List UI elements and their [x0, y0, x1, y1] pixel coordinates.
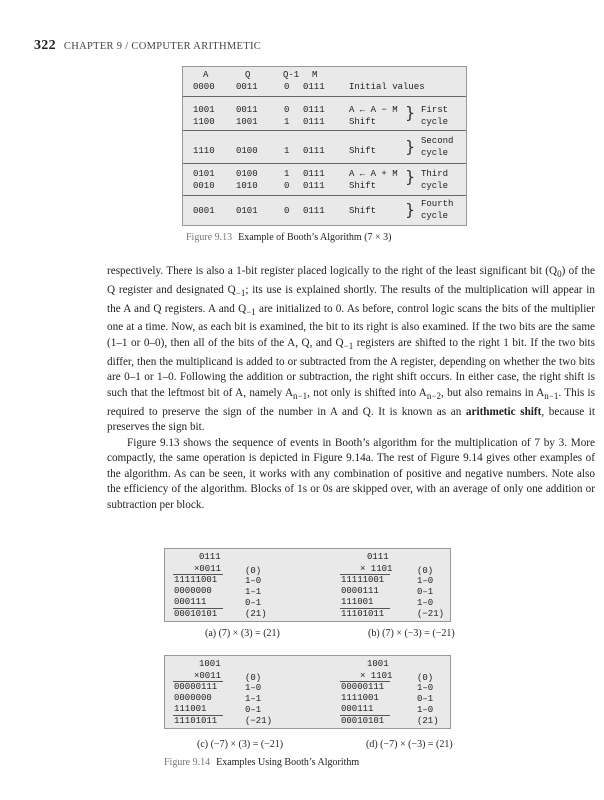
cell: 0001: [193, 206, 215, 216]
cell: Shift: [349, 181, 377, 191]
note: 0–1: [417, 694, 434, 704]
line: 111001: [341, 597, 374, 607]
cell: 1: [284, 117, 290, 127]
note: (0): [245, 566, 262, 576]
line: 00000111: [174, 682, 218, 692]
cell: 1001: [193, 105, 215, 115]
brace-icon: }: [405, 200, 416, 219]
line: 0000111: [341, 586, 379, 596]
brace-icon: }: [405, 103, 416, 122]
line: 1001: [199, 659, 221, 669]
figure-label: Figure 9.13: [186, 232, 233, 243]
col-q-1-header: Q-1: [283, 70, 300, 80]
figure-9-14-caption: [164, 757, 359, 768]
cell: 0010: [193, 181, 215, 191]
panel-c-caption: (c) (−7) × (3) = (−21): [197, 739, 284, 750]
line: 0111: [199, 552, 221, 562]
note: (21): [245, 609, 267, 619]
line: 11101011: [174, 716, 218, 726]
line: 11111001: [341, 575, 385, 585]
panel-a-caption: (a) (7) × (3) = (21): [205, 628, 280, 639]
cell: 0111: [303, 117, 325, 127]
figure-label: Figure 9.14: [164, 757, 211, 768]
cell: 0: [284, 181, 290, 191]
cell: 1: [284, 146, 290, 156]
cell: A ← A + M: [349, 169, 398, 179]
note: 1–0: [417, 576, 434, 586]
note: (0): [417, 673, 434, 683]
line: 0000000: [174, 693, 212, 703]
note: 1–1: [245, 694, 262, 704]
cycle-label: Fourth: [421, 199, 454, 209]
paragraph: respectively. There is also a 1-bit register placed logically to the right of the least significant bit $(Q_0)$ of the Q register and designated $Q_{-1}$; its use is explained shortly. The results of the multiplication will appear in the A and Q registers. A and $Q_{-1}$ are initialized to 0. As before, control logic scans the bits of the multiplier one at a time. Now, as each bit is examined, the bit to its right is also examined. If the two bits are the same (1–1 or 0–0), then all of the bits of the A, Q, and $Q_{-1}$ registers are shifted to the right 1 bit. If the two bits differ, then the multiplicand is added to or subtracted from the A register, depending on whether the two bits are 0–1 or 1–0. Following the addition or subtraction, the right shift occurs. In either case, the right shift is such that the leftmost bit of A, namely $A_{n-1}$, not only is shifted into $A_{n-2}$, but also remains in $A_{n-1}$. This is required to preserve the sign of the number in A and Q. It is known as an arithmetic shift, because it preserves the sign bit.: [107, 265, 596, 434]
cell: 1001: [236, 117, 258, 127]
cell: 0101: [236, 206, 258, 216]
cell: Initial values: [349, 82, 425, 92]
col-a-header: A: [203, 70, 209, 80]
line: 0111: [367, 552, 389, 562]
cell: 0111: [303, 169, 325, 179]
cell: 1010: [236, 181, 258, 191]
panel-d-caption: (d) (−7) × (−3) = (21): [366, 739, 453, 750]
note: (−21): [417, 609, 445, 619]
line: 1001: [367, 659, 389, 669]
cell: Shift: [349, 146, 377, 156]
cell: 1: [284, 169, 290, 179]
cell: 0: [284, 105, 290, 115]
note: (0): [245, 673, 262, 683]
note: 1–0: [245, 683, 262, 693]
line: 00000111: [341, 682, 385, 692]
line: 0000000: [174, 586, 212, 596]
cycle-label: Third: [421, 169, 449, 179]
line: 00010101: [341, 716, 385, 726]
cycle-label: Second: [421, 136, 454, 146]
cycle-label: cycle: [421, 181, 449, 191]
note: 0–1: [245, 598, 262, 608]
note: (21): [417, 716, 439, 726]
cell: 0011: [236, 82, 258, 92]
cycle-label: cycle: [421, 117, 449, 127]
figure-caption-text: Examples Using Booth’s Algorithm: [216, 757, 360, 768]
cycle-label: cycle: [421, 211, 449, 221]
line: 1111001: [341, 693, 379, 703]
cycle-label: cycle: [421, 148, 449, 158]
note: (0): [417, 566, 434, 576]
cell: 0111: [303, 181, 325, 191]
cycle-label: First: [421, 105, 449, 115]
figure-9-14-panel-d: [308, 655, 451, 729]
panel-b-caption: (b) (7) × (−3) = (−21): [368, 628, 455, 639]
cell: 1100: [193, 117, 215, 127]
note: 1–0: [245, 576, 262, 586]
cell: 0111: [303, 146, 325, 156]
note: (−21): [245, 716, 273, 726]
line: 111001: [174, 704, 207, 714]
cell: Shift: [349, 117, 377, 127]
col-m-header: M: [312, 70, 318, 80]
body-text: [107, 264, 595, 513]
cell: 1110: [193, 146, 215, 156]
line: 11101011: [341, 609, 385, 619]
figure-9-13-table: [182, 66, 467, 226]
page-header: [34, 38, 261, 54]
figure-9-13-caption: [186, 232, 392, 243]
cell: 0000: [193, 82, 215, 92]
cell: 0: [284, 82, 290, 92]
note: 0–1: [417, 587, 434, 597]
note: 1–0: [417, 683, 434, 693]
paragraph: Figure 9.13 shows the sequence of events in Booth’s algorithm for the multiplication of 7 by 3. More compactly, the same operation is depicted in Figure 9.14a. The rest of Figure 9.14 gives other examples of the algorithm. As can be seen, it works with any combination of positive and negative numbers. Note also the efficiency of the algorithm. Blocks of 1s or 0s are skipped over, with an average of only one addition or subtraction per block.: [107, 436, 595, 511]
line: 00010101: [174, 609, 218, 619]
cell: 0: [284, 206, 290, 216]
cell: Shift: [349, 206, 377, 216]
cell: 0111: [303, 82, 325, 92]
bold-term: arithmetic shift: [465, 405, 542, 418]
chapter-title: CHAPTER 9 / COMPUTER ARITHMETIC: [63, 41, 262, 52]
cell: 0100: [236, 146, 258, 156]
figure-caption-text: Example of Booth’s Algorithm (7 × 3): [238, 232, 392, 243]
line: 11111001: [174, 575, 218, 585]
note: 1–0: [417, 598, 434, 608]
figure-9-14-panel-b: [308, 548, 451, 622]
cell: 0100: [236, 169, 258, 179]
cell: 0011: [236, 105, 258, 115]
brace-icon: }: [405, 167, 416, 186]
line: ×0011: [194, 564, 222, 574]
cell: 0111: [303, 105, 325, 115]
note: 1–0: [417, 705, 434, 715]
line: 000111: [341, 704, 374, 714]
line: ×0011: [194, 671, 222, 681]
line: 000111: [174, 597, 207, 607]
cell: A ← A − M: [349, 105, 398, 115]
line: × 1101: [360, 671, 393, 681]
note: 0–1: [245, 705, 262, 715]
brace-icon: }: [405, 137, 416, 156]
page-number: 322: [34, 38, 56, 53]
cell: 0111: [303, 206, 325, 216]
col-q-header: Q: [245, 70, 251, 80]
line: × 1101: [360, 564, 393, 574]
note: 1–1: [245, 587, 262, 597]
cell: 0101: [193, 169, 215, 179]
